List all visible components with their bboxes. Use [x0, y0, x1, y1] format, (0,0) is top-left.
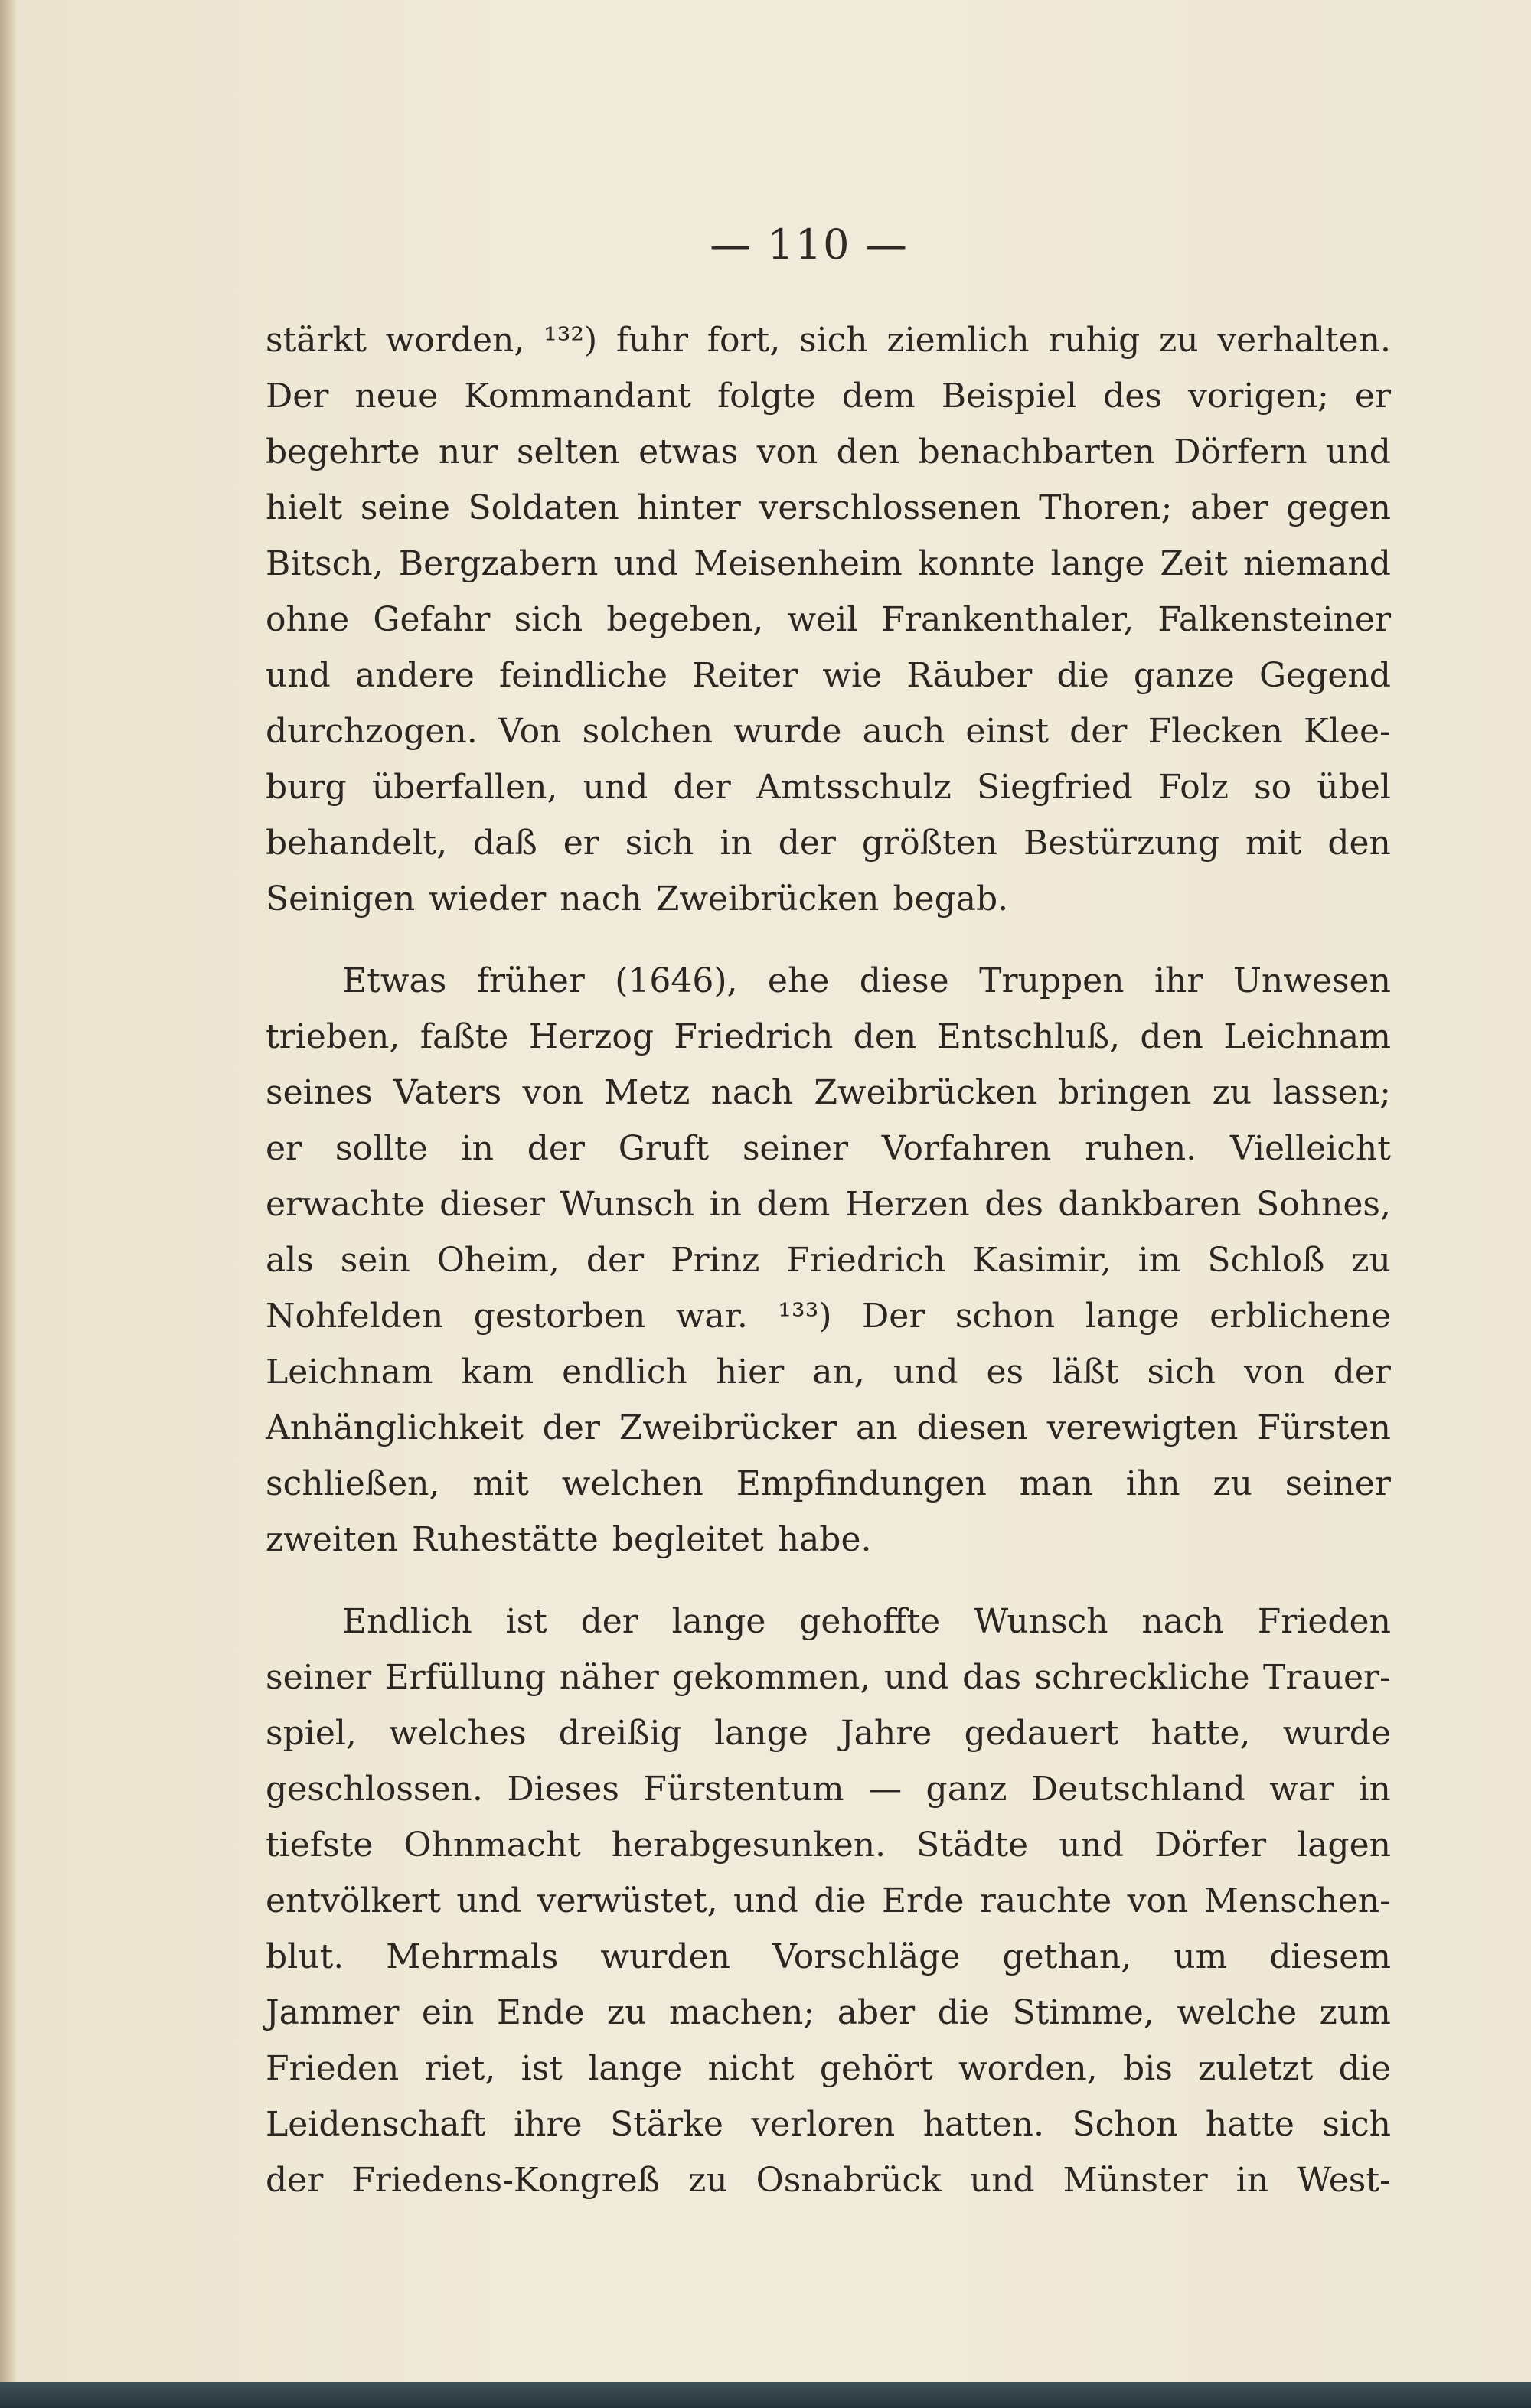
text-line: schließen, mit welchen Empfindungen man ihn zu seiner — [266, 1464, 1391, 1503]
text-line: Frieden riet, ist lange nicht gehört worden, bis zuletzt die — [266, 2049, 1391, 2088]
text-line: seines Vaters von Metz nach Zweibrücken bringen zu lassen; — [266, 1073, 1391, 1112]
text-line: begehrte nur selten etwas von den benachbarten Dörfern und — [266, 432, 1391, 471]
text-line: tiefste Ohnmacht herabgesunken. Städte und Dörfer lagen — [266, 1826, 1391, 1865]
text-line: stärkt worden, ¹³²) fuhr fort, sich ziemlich ruhig zu verhalten. — [266, 321, 1391, 360]
page-number: — 110 — — [710, 220, 909, 269]
text-line: er sollte in der Gruft seiner Vorfahren ruhen. Vielleicht — [266, 1129, 1391, 1168]
text-line: als sein Oheim, der Prinz Friedrich Kasimir, im Schloß zu — [266, 1241, 1391, 1280]
text-line: spiel, welches dreißig lange Jahre gedauert hatte, wurde — [266, 1714, 1391, 1753]
text-line: Etwas früher (1646), ehe diese Truppen ihr Unwesen — [342, 961, 1391, 1000]
text-line: behandelt, daß er sich in der größten Bestürzung mit den — [266, 824, 1391, 863]
text-line: durchzogen. Von solchen wurde auch einst der Flecken Klee- — [266, 712, 1391, 751]
page-bottom-edge — [0, 2382, 1531, 2408]
book-page — [17, 0, 1531, 2382]
text-line: trieben, faßte Herzog Friedrich den Entschluß, den Leichnam — [266, 1017, 1391, 1056]
text-line: Endlich ist der lange gehoffte Wunsch nach Frieden — [342, 1602, 1391, 1641]
text-line: Leichnam kam endlich hier an, und es läßt sich von der — [266, 1352, 1391, 1392]
text-line: Leidenschaft ihre Stärke verloren hatten. Schon hatte sich — [266, 2105, 1391, 2144]
text-line: entvölkert und verwüstet, und die Erde rauchte von Menschen- — [266, 1881, 1391, 1920]
paragraph — [266, 953, 1391, 1568]
text-line: Jammer ein Ende zu machen; aber die Stimme, welche zum — [266, 1993, 1391, 2032]
text-line: erwachte dieser Wunsch in dem Herzen des dankbaren Sohnes, — [266, 1185, 1391, 1224]
text-line: burg überfallen, und der Amtsschulz Siegfried Folz so übel — [266, 768, 1391, 807]
text-line: der Friedens-Kongreß zu Osnabrück und Münster in West- — [266, 2161, 1391, 2200]
paragraph — [266, 1594, 1391, 2208]
page-binding-shadow — [0, 0, 17, 2408]
text-line: Der neue Kommandant folgte dem Beispiel des vorigen; er — [266, 377, 1391, 416]
text-line: hielt seine Soldaten hinter verschlossenen Thoren; aber gegen — [266, 488, 1391, 527]
text-line: Anhänglichkeit der Zweibrücker an diesen verewigten Fürsten — [266, 1408, 1391, 1447]
text-line: Seinigen wieder nach Zweibrücken begab. — [266, 879, 1009, 918]
text-line: geschlossen. Dieses Fürstentum — ganz Deutschland war in — [266, 1770, 1391, 1809]
text-body — [266, 312, 1391, 2208]
text-line: seiner Erfüllung näher gekommen, und das schreckliche Trauer- — [266, 1658, 1391, 1697]
text-line: zweiten Ruhestätte begleitet habe. — [266, 1520, 872, 1559]
text-line: Bitsch, Bergzabern und Meisenheim konnte lange Zeit niemand — [266, 544, 1391, 583]
text-line: blut. Mehrmals wurden Vorschläge gethan, um diesem — [266, 1937, 1391, 1976]
text-line: ohne Gefahr sich begeben, weil Frankenthaler, Falkensteiner — [266, 600, 1391, 639]
paragraph — [266, 312, 1391, 927]
text-line: Nohfelden gestorben war. ¹³³) Der schon lange erblichene — [266, 1297, 1391, 1336]
text-line: und andere feindliche Reiter wie Räuber die ganze Gegend — [266, 656, 1391, 695]
